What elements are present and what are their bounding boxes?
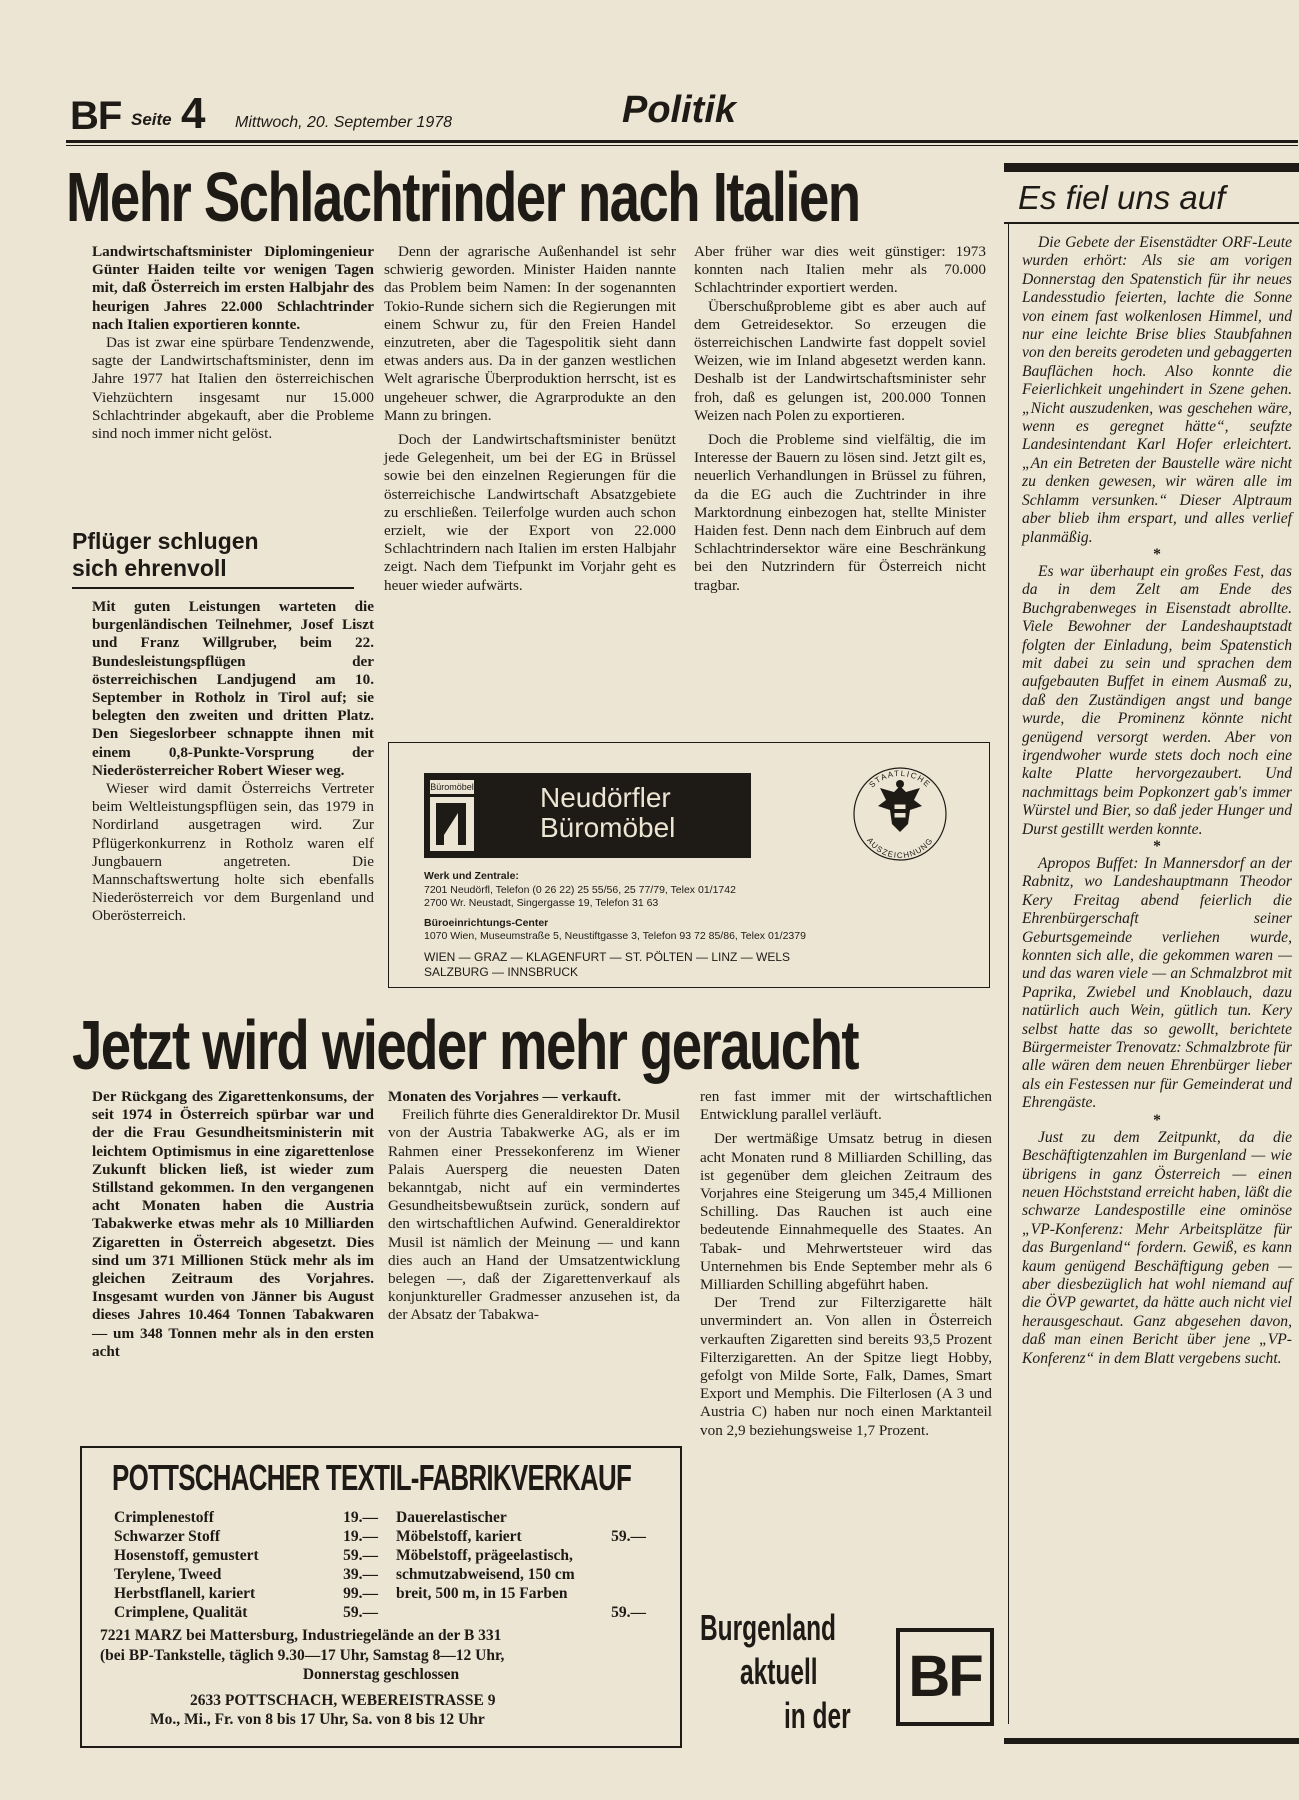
article2-lead: Mit guten Leistungen warteten die burgenländischen Teilnehmer, Josef Liszt und Franz Willgruber, beim 22. Bundesleistungspflügen der österreichischen Landjugend am 10. September in Rotholz in Tirol auf; sie belegten den zweiten und dritten Platz. Den Siegeslorbeer schnappte ihnen mit einem 0,8-Punkte-Vorsprung der Niederösterreicher Robert Wieser weg.: [92, 598, 374, 779]
ad-textil-right-list: [396, 1508, 646, 1622]
article2-body: [92, 598, 374, 926]
paragraph: Überschußprobleme gibt es aber auch auf dem Getreidesektor. So erzeugen die österreichischen Landwirte fast doppelt soviel Weizen, wie im Inland abgesetzt werden kann. Deshalb ist der Landwirtschaftsminister sehr froh, daß es gelungen ist, 200.000 Tonnen Weizen nach Polen zu exportieren.: [694, 297, 986, 424]
sidebar-title-rule: [1004, 222, 1299, 224]
headline-schlachtrinder: Mehr Schlachtrinder nach Italien: [66, 158, 860, 236]
separator-star: *: [1153, 1111, 1161, 1129]
article1-lead: Landwirtschaftsminister Diplomingenieur Günter Haiden teilte vor wenigen Tagen mit, daß Österreich im ersten Halbjahr des heurigen Jahres 22.000 Schlachtrinder nach Italien exportieren konnte.: [92, 243, 374, 333]
ad-textil-right-line1: Dauerelastischer: [396, 1509, 507, 1526]
paragraph: Aber früher war dies weit günstiger: 1973 konnten nach Italien mehr als 70.000 Schlachtrinder exportiert werden.: [694, 243, 986, 297]
header-rule-thin: [66, 145, 1298, 146]
article3-lead: Der Rückgang des Zigarettenkonsums, der seit 1974 in Österreich spürbar war und der die Frau Gesundheitsministerin mit leichtem Optimismus in eine zigarettenlose Zukunft blicken ließ, ist wieder zum Stillstand gekommen. In den vergangenen acht Monaten haben die Austria Tabakwerke etwas mehr als 10 Milliarden Zigaretten in Österreich abgesetzt. Dies sind um 371 Millionen Stück mehr als im gleichen Zeitraum des Vorjahres. Insgesamt wurden von Jänner bis August dieses Jahres 10.464 Tonnen Tabakwaren — um 348 Tonnen mehr als in den ersten acht: [92, 1088, 374, 1360]
separator-star: *: [1153, 545, 1161, 563]
list-item: Herbstflanell, kariert 99.—: [114, 1585, 378, 1602]
page-label: Seite: [131, 110, 172, 129]
ad-textil-addr1: 7221 MARZ bei Mattersburg, Industriegelände an der B 331: [100, 1627, 502, 1644]
promo-line3: in der: [784, 1695, 851, 1736]
promo-bf-logo: [896, 1628, 994, 1726]
article3-col1: [92, 1088, 374, 1361]
ad-textil-addr2: (bei BP-Tankstelle, täglich 9.30—17 Uhr, Samstag 8—12 Uhr,: [100, 1646, 505, 1664]
article1-col1: [92, 243, 374, 443]
paragraph: Doch die Probleme sind vielfältig, die im Interesse der Bauern zu lösen sind. Jetzt gilt es, neuerlich Verhandlungen in Brüssel zu führen, da die EG auch die Zuchtrinder in ihre Marktordnung einbezogen hat, stellte Minister Haiden fest. Denn nach dem Einbruch auf dem Schlachtrindersektor wäre eine Beschränkung bei den Nutzrindern für Österreich nicht tragbar.: [694, 431, 986, 594]
ad-textil-right-price2: 59.—: [611, 1604, 646, 1621]
section-title: Politik: [622, 89, 737, 131]
ad-cities1: WIEN — GRAZ — KLAGENFURT — ST. PÖLTEN — LINZ — WELS: [424, 949, 791, 964]
paragraph: Der wertmäßige Umsatz betrug in diesen acht Monaten rund 8 Milliarden Schilling, das ist gegenüber dem gleichen Zeitraum des Vorjahres eine Steigerung um 345,4 Millionen Schilling. Das Rauchen ist auch eine bedeutende Einnahmequelle des Staates. An Tabak- und Mehrwertsteuer wird das Unternehmen bis Ende September mehr als 6 Milliarden Schilling abgeführt haben.: [700, 1130, 992, 1294]
ad-textil-title: POTTSCHACHER TEXTIL-FABRIKVERKAUF: [112, 1457, 632, 1498]
ad-contact: [424, 870, 964, 980]
ad-werk-line1: 7201 Neudörfl, Telefon (0 26 22) 25 55/56, 25 77/79, Telex 01/1742: [424, 883, 736, 896]
article3-lead-end: Monaten des Vorjahres — verkauft.: [388, 1088, 622, 1105]
ad-textil-address: [96, 1626, 666, 1730]
ad-brand-line2: Büromöbel: [540, 812, 676, 843]
sidebar-paragraph: Just zu dem Zeitpunkt, da die Beschäftigtenzahlen im Burgenland — wie übrigens in ganz Österreich — einen neuen Höchststand erreicht haben, läßt die schwarze Landespostille eine ominöse „VP-Konferenz: Mehr Arbeitsplätze für das Burgenland“ fordern. Gewiß, es kann kaum genügend Beschäftigung geben — aber diesbezüglich hat wohl niemand auf die ÖVP gewartet, da hätte auch nicht viel herausgeschaut. Ganz abgesehen davon, daß man einen Bericht über jene „VP-Konferenz“ in dem Blatt vergebens sucht.: [1022, 1128, 1292, 1367]
promo-line2: aktuell: [740, 1651, 818, 1692]
paragraph: Doch der Landwirtschaftsminister benützt jede Gelegenheit, um bei der EG in Brüssel sowie bei den einzelnen Regierungen für die österreichische Landwirtschaft Absatzgebiete zu erschließen. Teilerfolge wurden auch schon erzielt, wie der Export von 22.000 Schlachtrindern nach Italien im ersten Halbjahr zeigt. Nach dem Tiefpunkt im Vorjahr geht es heuer wieder aufwärts.: [384, 431, 676, 594]
ad-textil-addr5: Mo., Mi., Fr. von 8 bis 17 Uhr, Sa. von 8 bis 12 Uhr: [150, 1711, 485, 1728]
separator-star: *: [1153, 838, 1161, 855]
subhead-rule: [72, 587, 354, 589]
paragraph: ren fast immer mit der wirtschaftlichen Entwicklung parallel verläuft.: [700, 1088, 992, 1124]
sidebar-top-rule: [1004, 163, 1299, 172]
article1-col3: [694, 243, 986, 595]
ad-logo-tag: Büromöbel: [430, 782, 474, 792]
ad-werk-label: Werk und Zentrale:: [424, 870, 519, 882]
list-item: Hosenstoff, gemustert 59.—: [114, 1547, 378, 1564]
paragraph: Der Trend zur Filterzigarette hält unvermindert an. Von allen in Österreich verkauften Zigaretten sind bereits 93,5 Prozent Filterzigaretten. An der Spitze liegt Hobby, gefolgt von Milde Sorte, Falk, Dames, Smart Export und Memphis. Die Filterlosen (A 3 und Austria C) haben nur noch einen Marktanteil von 2,9 beziehungsweise 1,7 Prozent.: [700, 1294, 992, 1439]
paragraph: Wieser wird damit Österreichs Vertreter beim Weltleistungspflügen sein, das 1979 in Nordirland ausgetragen wird. Zur Pflügerkonkurrenz in Rotholz waren elf Jungbauern angetreten. Die Mannschaftswertung holte sich ebenfalls Niederösterreich vor dem Burgenland und Oberösterreich.: [92, 780, 374, 925]
seal-top-text: STAATLICHE: [867, 768, 933, 790]
header-rule: [66, 140, 1298, 143]
promo-line1: Burgenland: [700, 1607, 837, 1648]
article3-col3: [700, 1088, 992, 1440]
austrian-eagle-seal-icon: [850, 760, 950, 868]
list-item: Schwarzer Stoff 19.—: [114, 1528, 378, 1545]
promo-burgenland-aktuell: [700, 1606, 1000, 1746]
ad-brand-line1: Neudörfler: [540, 782, 671, 813]
article1-col2: [384, 243, 676, 595]
article3-col2: [388, 1088, 680, 1325]
issue-date: Mittwoch, 20. September 1978: [235, 114, 453, 131]
paragraph: Das ist zwar eine spürbare Tendenzwende, sagte der Landwirtschaftsminister, denn im Jahre 1977 hat Italien den österreichischen Viehzüchtern insgesamt nur 15.000 Schlachtrinder abgekauft, aber die Probleme sind noch immer nicht gelöst.: [92, 334, 374, 443]
ad-cities2: SALZBURG — INNSBRUCK: [424, 964, 579, 979]
ad-logo-n-icon: [430, 797, 474, 851]
promo-logo-text: BF: [908, 1644, 982, 1709]
paragraph: Denn der agrarische Außenhandel ist sehr schwierig geworden. Minister Haiden nannte das Problem beim Namen: In der sogenannten Tokio-Runde sichern sich die Regierungen mit einem Schwur zu, für den Freien Handel einzutreten, aber die Tagespolitik sieht dann etwas anders aus. Da in der ganzen westlichen Welt agrarische Überproduktion herrscht, ist es ungeheuer schwer, die Agrarprodukte an den Mann zu bringen.: [384, 243, 676, 424]
ad-textil-addr3: Donnerstag geschlossen: [302, 1666, 460, 1683]
sidebar-body: [1022, 234, 1292, 1368]
headline-geraucht: Jetzt wird wieder mehr geraucht: [72, 1006, 859, 1084]
masthead-logo: BF: [70, 94, 122, 138]
svg-text:AUSZEICHNUNG: [865, 836, 935, 860]
list-item: Crimplenestoff 19.—: [114, 1509, 378, 1526]
sidebar-bottom-rule: [1004, 1738, 1299, 1744]
list-item: Möbelstoff, kariert 59.—: [396, 1528, 646, 1545]
subheadline-pflueger: Pflüger schlugen sich ehrenvoll: [72, 528, 259, 581]
ad-center-label: Büroeinrichtungs-Center: [424, 916, 549, 929]
page-number: 4: [181, 89, 206, 138]
ad-textil-right-line4: schmutzabweisend, 150 cm: [396, 1566, 575, 1583]
ad-textil-addr4: 2633 POTTSCHACH, WEBEREISTRASSE 9: [190, 1691, 496, 1709]
ad-textil-left-list: [114, 1508, 378, 1622]
seal-bottom-text: AUSZEICHNUNG: [865, 835, 935, 861]
sidebar-left-rule: [1008, 224, 1009, 1724]
sidebar-paragraph: Es war überhaupt ein großes Fest, das da in dem Zelt am Ende des Buchgrabenweges in Eisenstadt abrollte. Viele Bewohner der Landeshauptstadt folgten der Einladung, beim Spatenstich mit dabei zu sein und sprachen dem aufgebauten Buffet in einem Ausmaß zu, daß den Zuständigen angst und bange wurde, die Prominenz könnte nicht genügend versorgt werden. Aber von irgendwoher wurde stets doch noch eine kalte Platte hervorgezaubert. Und nachmittags beim Popkonzert gab's immer Würstel und Bier, so daß jeder Hunger und Durst gestillt werden konnte.: [1022, 562, 1292, 838]
sidebar-paragraph: Apropos Buffet: In Mannersdorf an der Rabnitz, wo Landeshauptmann Theodor Kery Freitag abend feierlich die Ehrenbürgerschaft seiner Geburtsgemeinde verliehen wurde, konnten sich alle, die gekommen waren — und das waren viele — an Schmalzbrot mit Paprika, Zwiebel und Knoblauch, dazu natürlich auch Wein, gütlich tun. Kery selbst hatte das so gewollt, berichtete Bürgermeister Trenovatz: Schmalzbrote für alle wären dem neuen Ehrenbürger lieber als ein Festessen nur für Gemeinderat und Ehrengäste.: [1022, 855, 1292, 1112]
paragraph: Freilich führte dies Generaldirektor Dr. Musil von der Austria Tabakwerke AG, als er im Rahmen einer Pressekonferenz im Wiener Palais Auersperg die neuesten Daten bekanntgab, nicht auf ein vermindertes Gesundheitsbewußtsein zurück, sondern auf den wirtschaftlichen Aufwind. Generaldirektor Musil ist nämlich der Meinung — und kann dies auch an Hand der Umsatzentwicklung belegen —, daß der Zigarettenverkauf als konjunktureller Gradmesser anzusehen ist, da der Absatz der Tabakwa-: [388, 1106, 680, 1324]
list-item: Crimplene, Qualität 59.—: [114, 1604, 378, 1621]
ad-textil-right-line5: breit, 500 m, in 15 Farben: [396, 1585, 568, 1602]
sidebar-paragraph: Die Gebete der Eisenstädter ORF-Leute wurden erhört: Als sie am vorigen Donnerstag den Spatenstich für ihr neues Landesstudio feierten, lachte die Sonne von einem fast wolkenlosen Himmel, und nur eine leichte Brise blies Staubfahnen von den bereits gerodeten und gebaggerten Bauflächen hoch. Also konnte die Feierlichkeit ungehindert in Szene gehen. „Nicht auszudenken, was geschehen wäre, wenn es geregnet hätte“, seufzte Landesintendant Karl Hofer erleichtert. „An ein Betreten der Baustelle wäre nicht zu denken gewesen, wir wären alle im Schlamm versunken.“ Dieser Alptraum aber blieb ihm erspart, und alles verlief planmäßig.: [1022, 234, 1292, 546]
sidebar-title: Es fiel uns auf: [1018, 179, 1226, 216]
list-item: Terylene, Tweed 39.—: [114, 1566, 378, 1583]
ad-center-line: 1070 Wien, Museumstraße 5, Neustiftgasse 3, Telefon 93 72 85/86, Telex 01/2379: [424, 930, 806, 942]
ad-werk-line2: 2700 Wr. Neustadt, Singergasse 19, Telefon 31 63: [424, 897, 659, 909]
ad-textil-right-line3: Möbelstoff, prägeelastisch,: [396, 1547, 573, 1564]
